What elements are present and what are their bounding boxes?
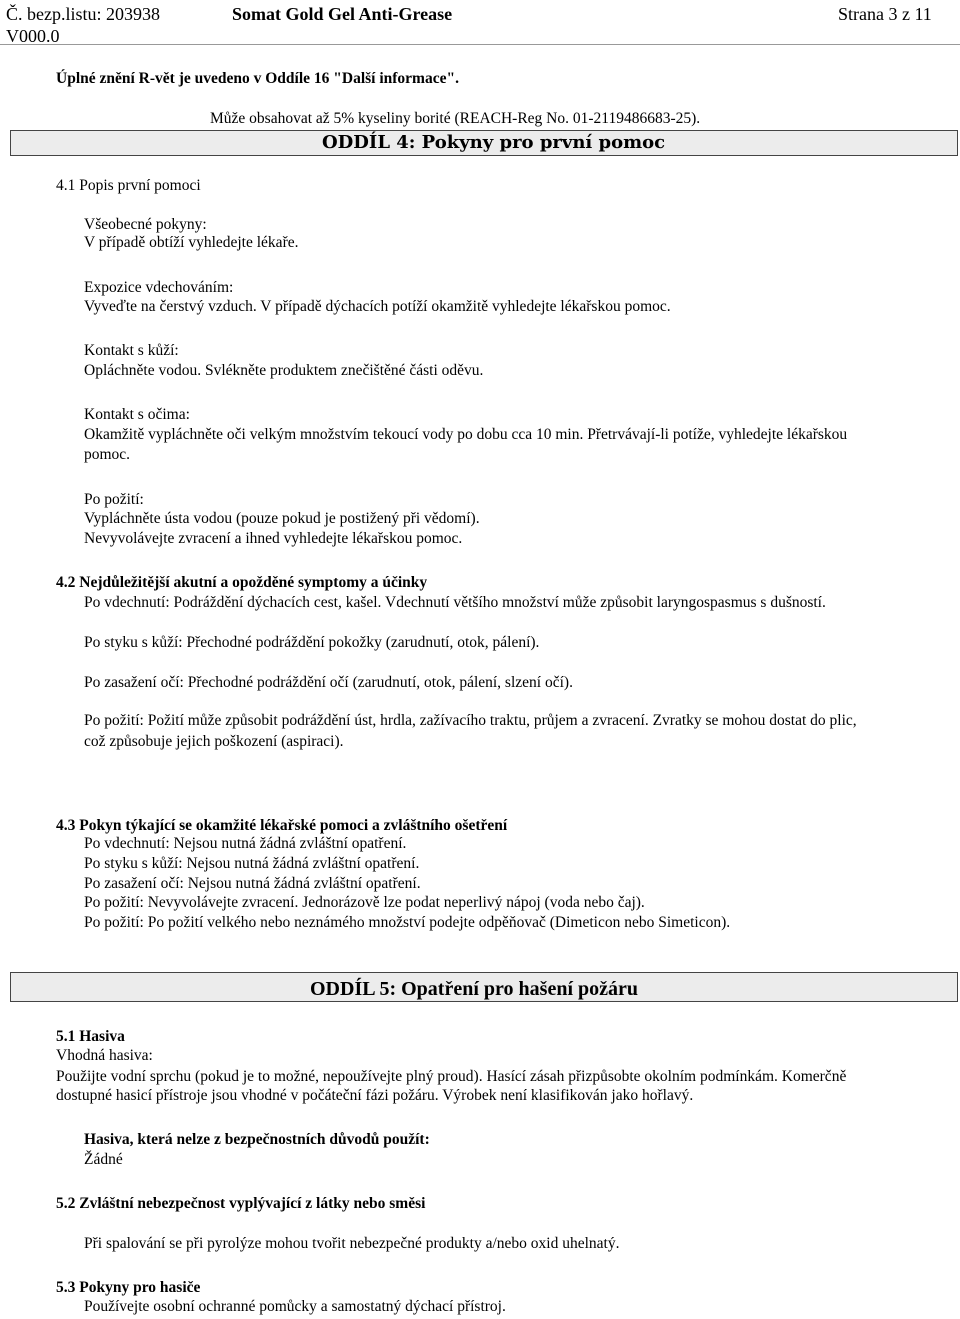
symptom-ingestion-1: Po požití: Požití může způsobit podráždění úst, hrdla, zažívacího traktu, průjem a zvracení. Zvratky se mohou dostat do plic, (84, 712, 857, 729)
section-4-2-title: 4.2 Nejdůležitější akutní a opožděné symptomy a účinky (56, 574, 428, 591)
ingestion-text-2: Nevyvolávejte zvracení a ihned vyhledejte lékařskou pomoc. (84, 530, 463, 547)
doc-version: V000.0 (6, 26, 60, 46)
eye-contact-text-1: Okamžitě vypláchněte oči velkým množstvím tekoucí vody po dobu cca 10 min. Přetrvávají-li potíže, vyhledejte lékařskou (84, 426, 848, 443)
section-4-1-title: 4.1 Popis první pomoci (56, 177, 201, 194)
firefighter-advice-text: Používejte osobní ochranné pomůcky a samostatný dýchací přístroj. (84, 1298, 506, 1315)
unsuitable-media-text: Žádné (84, 1151, 123, 1168)
treatment-line: Po požití: Nevyvolávejte zvracení. Jednorázově lze podat neperlivý nápoj (voda nebo čaj). (84, 894, 645, 911)
inhalation-text: Vyveďte na čerstvý vzduch. V případě dýchacích potíží okamžitě vyhledejte lékařskou pomoc. (84, 298, 671, 315)
special-hazards-text: Při spalování se při pyrolýze mohou tvořit nebezpečné produkty a/nebo oxid uhelnatý. (84, 1235, 620, 1252)
treatment-line: Po zasažení očí: Nejsou nutná žádná zvláštní opatření. (84, 875, 421, 892)
section-5-2-title: 5.2 Zvláštní nebezpečnost vyplývající z látky nebo směsi (56, 1195, 426, 1212)
ingestion-text-1: Vypláchněte ústa vodou (pouze pokud je postižený při vědomí). (84, 510, 480, 527)
boric-acid-note: Může obsahovat až 5% kyseliny borité (REACH-Reg No. 01-2119486683-25). (210, 110, 701, 127)
suitable-media-text-1: Použijte vodní sprchu (pokud je to možné, nepoužívejte plný proud). Hasící zásah přizpůsobte okolním podmínkám. Komerčně (56, 1068, 847, 1085)
symptom-skin: Po styku s kůží: Přechodné podráždění pokožky (zarudnutí, otok, pálení). (84, 634, 540, 651)
general-advice-text: V případě obtíží vyhledejte lékaře. (84, 234, 299, 251)
unsuitable-media-label: Hasiva, která nelze z bezpečnostních důvodů použít: (84, 1131, 430, 1148)
r-phrase-note: Úplné znění R-vět je uvedeno v Oddíle 16 "Další informace". (56, 70, 459, 87)
section-5-title: ODDÍL 5: Opatření pro hašení požáru (310, 978, 638, 1000)
product-name: Somat Gold Gel Anti-Grease (232, 4, 453, 24)
suitable-media-text-2: dostupné hasicí přístroje jsou vhodné v počáteční fázi požáru. Výrobek není klasifikován jako hořlavý. (56, 1087, 694, 1104)
header-divider (0, 44, 960, 45)
treatment-line: Po požití: Po požití velkého nebo neznámého množství podejte odpěňovač (Dimeticon nebo Simeticon). (84, 914, 731, 931)
suitable-media-label: Vhodná hasiva: (56, 1047, 153, 1064)
eye-contact-label: Kontakt s očima: (84, 406, 190, 423)
general-advice-label: Všeobecné pokyny: (84, 216, 207, 233)
section-4-title: ODDÍL 4: Pokyny pro první pomoc (322, 132, 666, 153)
page-indicator: Strana 3 z 11 (838, 4, 932, 24)
section-5-3-title: 5.3 Pokyny pro hasiče (56, 1279, 201, 1296)
symptom-eye: Po zasažení očí: Přechodné podráždění očí (zarudnutí, otok, pálení, slzení očí). (84, 674, 573, 691)
eye-contact-text-2: pomoc. (84, 446, 131, 463)
treatment-line: Po styku s kůží: Nejsou nutná žádná zvláštní opatření. (84, 855, 420, 872)
section-4-3-title: 4.3 Pokyn týkající se okamžité lékařské pomoci a zvláštního ošetření (56, 817, 508, 834)
symptom-inhalation: Po vdechnutí: Podráždění dýchacích cest, kašel. Vdechnutí většího množství může způsobit laryngospasmus s dušností. (84, 594, 826, 611)
inhalation-label: Expozice vdechováním: (84, 279, 234, 296)
section-5-1-title: 5.1 Hasiva (56, 1028, 125, 1045)
treatment-line: Po vdechnutí: Nejsou nutná žádná zvláštní opatření. (84, 835, 407, 852)
skin-contact-label: Kontakt s kůží: (84, 342, 179, 359)
ingestion-label: Po požití: (84, 491, 144, 508)
skin-contact-text: Opláchněte vodou. Svlékněte produktem znečištěné části oděvu. (84, 362, 484, 379)
symptom-ingestion-2: což způsobuje jejich poškození (aspiraci). (84, 733, 344, 750)
doc-number: Č. bezp.listu: 203938 (6, 4, 160, 24)
